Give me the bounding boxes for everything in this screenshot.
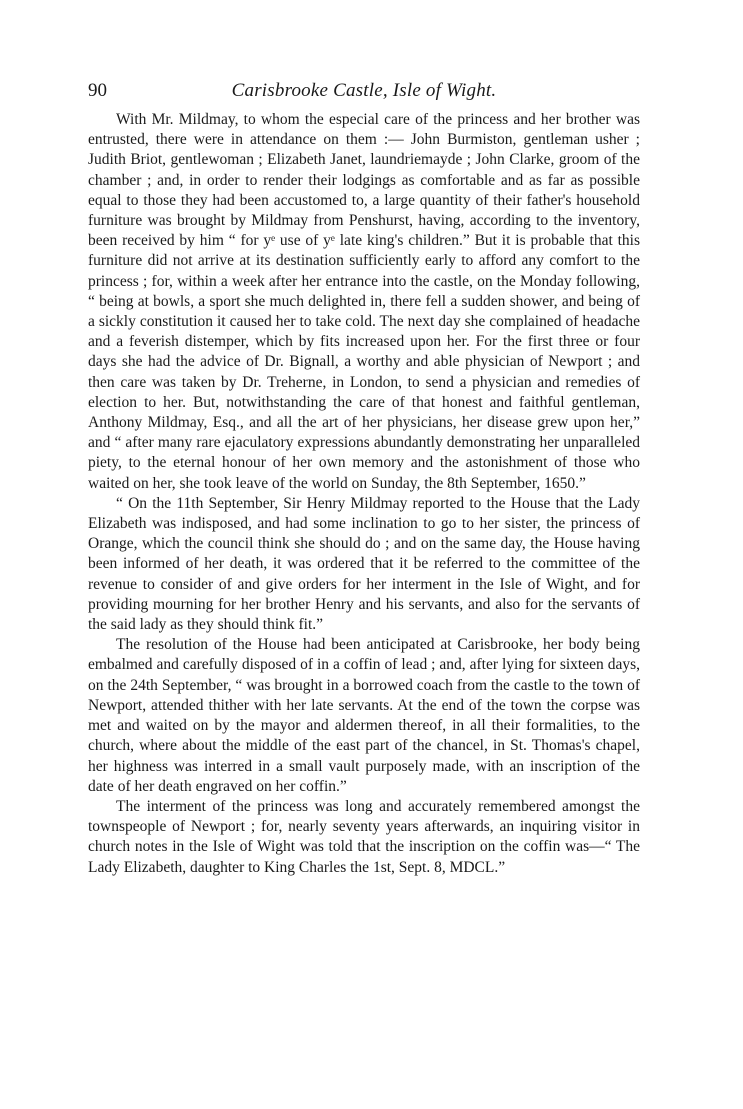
page-number: 90 <box>88 80 107 101</box>
paragraph-3: The resolution of the House had been anticipated at Carisbrooke, her body being embalmed and carefully disposed of in a coffin of lead ; and, after lying for sixteen days, on the 24th September, “ was brought in a borrowed coach from the castle to the town of Newport, attended thither with her late servants. At the end of the town the corpse was met and waited on by the mayor and aldermen thereof, in all their formalities, to the church, where about the middle of the east part of the chancel, in St. Thomas's chapel, her highness was interred in a small vault purposely made, with an inscription of the date of her death engraved on her coffin.” <box>88 636 640 795</box>
paragraph-2: “ On the 11th September, Sir Henry Mildmay reported to the House that the Lady Elizabeth was indisposed, and had some inclination to go to her sister, the princess of Orange, which the council think she should do ; and on the same day, the House having been informed of her death, it was ordered that it be referred to the committee of the revenue to consider of and give orders for her interment in the Isle of Wight, and for providing mourning for her brother Henry and his servants, and also for the servants of the said lady as they should think fit.” <box>88 494 640 634</box>
body-text <box>88 110 640 878</box>
paragraph-1: With Mr. Mildmay, to whom the especial care of the princess and her brother was entrusted, there were in attendance on them :— John Burmiston, gentleman usher ; Judith Briot, gentlewoman ; Elizabeth Janet, laundriemayde ; John Clarke, groom of the chamber ; and, in order to render their lodgings as comfortable and as far as possible equal to those they had been accustomed to, a large quantity of their father's household furniture was brought by Mildmay from Penshurst, having, according to the inventory, been received by him “ for yᵉ use of yᵉ late king's children.” But it is probable that this furniture did not arrive at its destination sufficiently early to afford any comfort to the princess ; for, within a week after her entrance into the castle, on the Monday following, “ being at bowls, a sport she much delighted in, there fell a sudden shower, and being of a sickly constitution it caused her to take cold. The next day she complained of headache and a feverish distemper, which by fits increased upon her. For the first three or four days she had the advice of Dr. Bignall, a worthy and able physician of Newport ; and then care was taken by Dr. Treherne, in London, to send a physician and remedies of election to her. But, notwithstanding the care of that honest and faithful gentleman, Anthony Mildmay, Esq., and all the art of her physicians, her disease grew upon her,” and “ after many rare ejaculatory expressions abundantly demonstrating her unparalleled piety, to the eternal honour of her own memory and the astonishment of those who waited on her, she took leave of the world on Sunday, the 8th September, 1650.” <box>88 111 640 492</box>
book-page <box>88 80 640 878</box>
running-title: Carisbrooke Castle, Isle of Wight. <box>231 80 497 101</box>
paragraph-4: The interment of the princess was long and accurately remembered amongst the townspeople of Newport ; for, nearly seventy years afterwards, an inquiring visitor in church notes in the Isle of Wight was told that the inscription on the coffin was—“ The Lady Elizabeth, daughter to King Charles the 1st, Sept. 8, MDCL.” <box>88 797 640 876</box>
running-header <box>88 80 640 110</box>
